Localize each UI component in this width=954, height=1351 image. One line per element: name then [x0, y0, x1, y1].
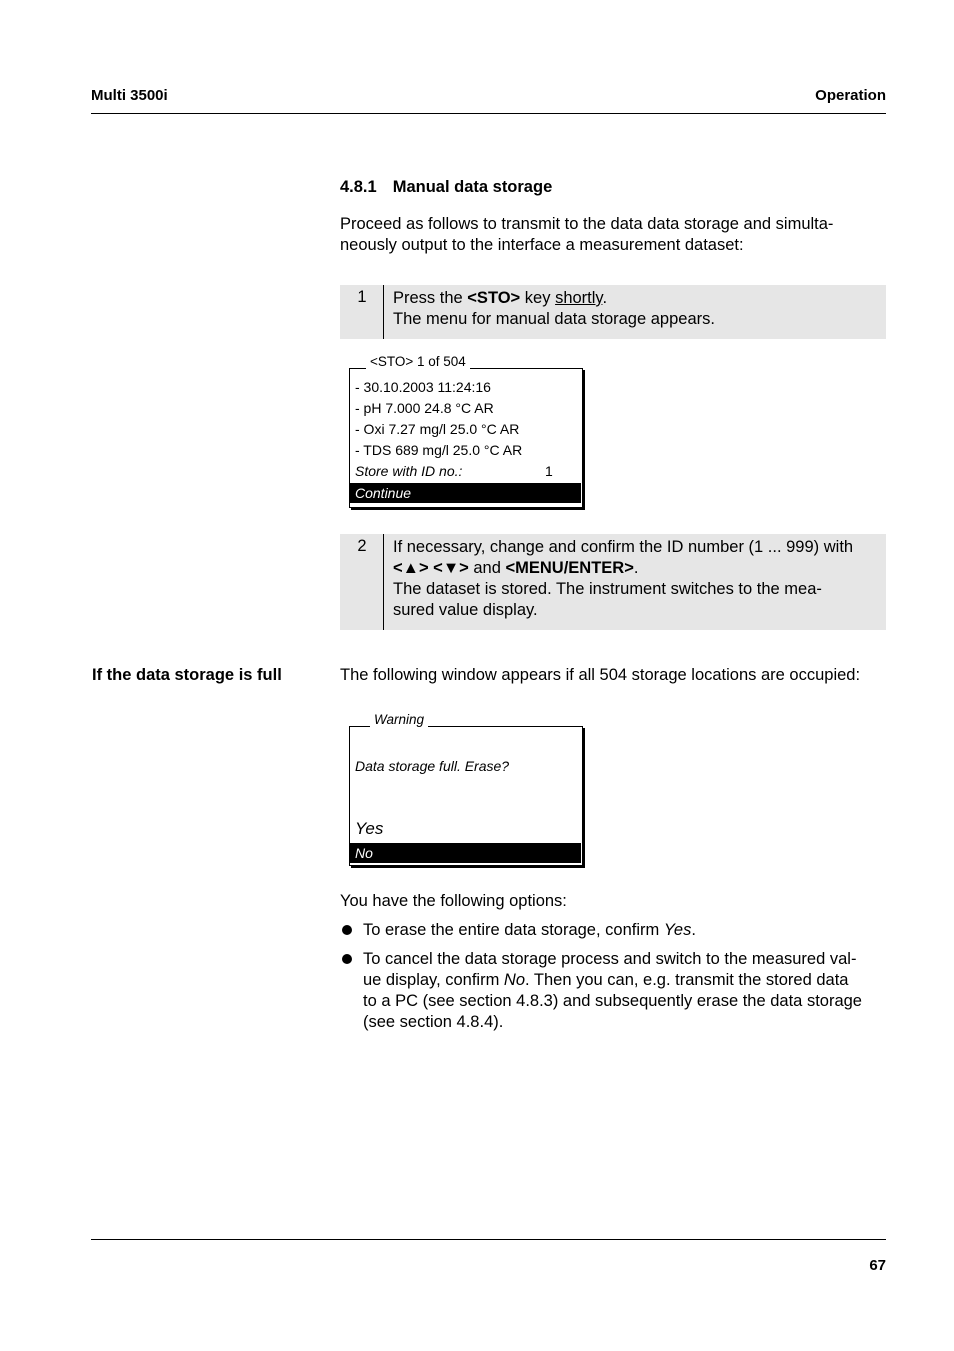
screen-line-ph: - pH 7.000 24.8 °C AR — [355, 400, 494, 416]
option-text-part: . Then you can, e.g. transmit the stored data — [525, 971, 849, 989]
store-id-value: 1 — [545, 463, 553, 479]
options-intro: You have the following options: — [340, 892, 567, 910]
storage-full-text: The following window appears if all 504 storage locations are occupied: — [340, 666, 861, 684]
step-text-part: . — [633, 559, 639, 577]
step-number: 2 — [357, 537, 367, 555]
header-chapter: Operation — [815, 87, 886, 104]
option-text-line: to a PC (see section 4.8.3) and subsequently erase the data storage — [363, 992, 862, 1010]
option-text-em: Yes — [663, 921, 692, 939]
step-text — [393, 288, 878, 330]
option-text-em: No — [503, 971, 526, 989]
step-2 — [340, 534, 886, 630]
step-text-line: The dataset is stored. The instrument switches to the mea- — [393, 580, 822, 598]
header-product: Multi 3500i — [91, 87, 168, 104]
screen-title: <STO> 1 of 504 — [366, 354, 470, 369]
section-title: Manual data storage — [392, 178, 553, 196]
step-text-line: sured value display. — [393, 601, 538, 619]
option-cancel — [363, 949, 886, 1033]
option-text-line: To cancel the data storage process and switch to the measured val- — [363, 950, 857, 968]
emphasis-shortly: shortly — [555, 289, 603, 307]
section-heading — [340, 178, 552, 197]
store-id-label: Store with ID no.: — [355, 463, 463, 479]
footer-rule — [91, 1239, 886, 1240]
screen-line-tds: - TDS 689 mg/l 25.0 °C AR — [355, 442, 523, 458]
header-rule — [91, 113, 886, 114]
display-screen-sto — [349, 354, 583, 508]
page-number: 67 — [869, 1257, 886, 1274]
option-text-part: To erase the entire data storage, confirm — [363, 921, 664, 939]
display-screen-warning — [349, 712, 583, 866]
option-text-line: (see section 4.8.4). — [363, 1013, 504, 1031]
key-sto: <STO> — [467, 289, 521, 307]
intro-line: Proceed as follows to transmit to the data data storage and simulta- — [340, 215, 834, 233]
intro-paragraph — [340, 214, 886, 256]
menu-item-continue[interactable]: Continue — [350, 483, 581, 503]
intro-line: neously output to the interface a measurement dataset: — [340, 236, 744, 254]
option-text-part: . — [691, 921, 696, 939]
section-number: 4.8.1 — [340, 178, 377, 196]
option-no-selected[interactable]: No — [350, 843, 581, 863]
warning-message: Data storage full. Erase? — [355, 758, 510, 774]
option-text-part: ue display, confirm — [363, 971, 504, 989]
screen-title: Warning — [370, 712, 428, 727]
step-text-part: Press the — [393, 289, 468, 307]
step-number: 1 — [357, 288, 367, 306]
step-text-part: and — [468, 559, 506, 577]
bullet-icon — [342, 925, 352, 935]
step-text — [393, 537, 878, 621]
key-menu-enter: <MENU/ENTER> — [505, 559, 634, 577]
step-text-part: key — [520, 289, 556, 307]
step-text-line: The menu for manual data storage appears. — [393, 310, 715, 328]
bullet-icon — [342, 954, 352, 964]
option-yes[interactable]: Yes — [355, 819, 384, 838]
step-text-line: If necessary, change and confirm the ID number (1 ... 999) with — [393, 538, 854, 556]
side-heading-storage-full: If the data storage is full — [92, 666, 282, 684]
key-up-down: <▲> <▼> — [393, 559, 469, 577]
step-text-part: . — [602, 289, 608, 307]
screen-line-oxi: - Oxi 7.27 mg/l 25.0 °C AR — [355, 421, 520, 437]
screen-line-date: - 30.10.2003 11:24:16 — [355, 379, 491, 395]
option-erase — [363, 920, 696, 941]
step-1 — [340, 285, 886, 339]
step-separator — [383, 285, 384, 339]
step-separator — [383, 534, 384, 630]
